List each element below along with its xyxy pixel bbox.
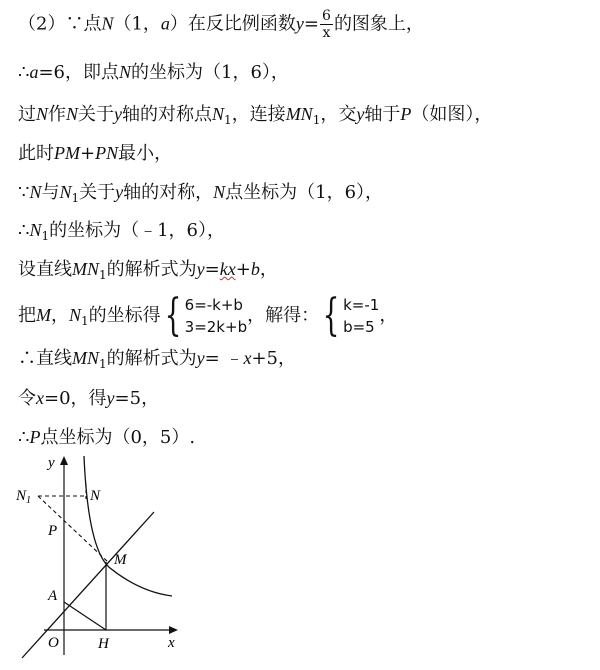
text-segment: ）在反比例函数 bbox=[169, 13, 296, 35]
line-5 bbox=[18, 180, 383, 210]
n-label: N bbox=[90, 488, 101, 504]
m-label: M bbox=[114, 552, 127, 568]
text-segment: （2）∵点 bbox=[18, 13, 102, 35]
solution-k: k=-1 bbox=[343, 296, 380, 314]
subscript: 1 bbox=[224, 113, 232, 127]
var-y: y bbox=[196, 259, 205, 279]
text-segment: 作 bbox=[48, 104, 67, 125]
left-brace: { bbox=[164, 290, 182, 341]
text-segment: 轴的对称， bbox=[123, 182, 214, 203]
o-label: O bbox=[48, 635, 59, 651]
var-x: x bbox=[36, 388, 44, 408]
var-mn1: MN bbox=[285, 104, 313, 124]
var-mn1: MN bbox=[72, 348, 99, 368]
fraction-denominator: x bbox=[322, 25, 331, 41]
n1-label-sub: 1 bbox=[26, 495, 32, 506]
plus-sign: + bbox=[80, 143, 96, 164]
text-segment: 过 bbox=[18, 104, 36, 125]
text-segment: 点坐标为（0，5）. bbox=[40, 427, 196, 448]
line-3 bbox=[18, 102, 492, 132]
text-segment: 把 bbox=[18, 305, 36, 326]
text-segment: 的图象上， bbox=[333, 13, 424, 35]
var-y: y bbox=[196, 348, 205, 368]
text-segment: ∴直线 bbox=[18, 348, 72, 369]
line-10 bbox=[18, 386, 159, 411]
subscript: 1 bbox=[99, 357, 107, 371]
text-segment: =6，即点 bbox=[38, 62, 119, 83]
fraction-6-over-x bbox=[320, 8, 333, 41]
text-segment: 轴于 bbox=[364, 104, 401, 125]
text-segment: = ﹣ bbox=[204, 348, 244, 369]
line-2 bbox=[18, 60, 289, 85]
var-n: N bbox=[66, 104, 79, 124]
therefore-symbol: ∴ bbox=[18, 427, 30, 448]
text-segment: ，交 bbox=[320, 104, 357, 125]
because-symbol: ∵ bbox=[18, 182, 30, 203]
text-segment: 最小， bbox=[118, 143, 173, 164]
text-segment: ， bbox=[259, 259, 278, 280]
line-8 bbox=[18, 290, 397, 346]
text-segment: 的解析式为 bbox=[106, 348, 197, 369]
segment-a-h bbox=[64, 602, 106, 630]
equation-1: 6=-k+b bbox=[184, 296, 243, 314]
var-n1: N bbox=[212, 104, 225, 124]
var-pm: PM bbox=[54, 143, 80, 163]
solution-b: b=5 bbox=[343, 318, 375, 336]
var-n1: N bbox=[69, 305, 82, 325]
var-n: N bbox=[101, 13, 114, 34]
plus-sign: + bbox=[235, 259, 251, 280]
line-7 bbox=[18, 257, 278, 287]
text-segment: ， bbox=[51, 305, 69, 326]
text-segment: （1， bbox=[113, 13, 161, 35]
text-segment: 的解析式为 bbox=[106, 259, 197, 280]
h-label: H bbox=[98, 636, 109, 652]
line-am bbox=[22, 512, 154, 658]
var-kx: kx bbox=[219, 259, 236, 279]
text-segment: 的坐标得 bbox=[88, 305, 161, 326]
var-b: b bbox=[250, 259, 260, 279]
var-p: P bbox=[29, 427, 41, 447]
var-pn: PN bbox=[95, 143, 119, 163]
text-segment: 轴的对称点 bbox=[122, 104, 213, 125]
subscript: 1 bbox=[312, 113, 321, 127]
text-segment: 此时 bbox=[18, 143, 54, 164]
line-6 bbox=[18, 218, 225, 248]
x-axis-label: x bbox=[168, 635, 175, 651]
subscript: 1 bbox=[71, 191, 80, 205]
text-segment: 设直线 bbox=[18, 259, 72, 280]
var-y: y bbox=[106, 388, 115, 408]
var-m: M bbox=[36, 305, 51, 325]
text-segment: ， bbox=[379, 305, 398, 326]
left-brace: { bbox=[322, 290, 340, 341]
var-a: a bbox=[29, 62, 39, 82]
solution-system bbox=[343, 294, 379, 338]
var-y: y bbox=[356, 104, 365, 124]
var-mn1: MN bbox=[72, 259, 99, 279]
coordinate-figure bbox=[0, 450, 200, 665]
text-segment: 的坐标为（﹣1，6）， bbox=[49, 220, 226, 241]
var-a: a bbox=[160, 13, 170, 34]
equation-system bbox=[185, 294, 247, 338]
subscript: 1 bbox=[99, 268, 107, 282]
text-segment: 关于 bbox=[78, 104, 115, 125]
text-segment: （如图）， bbox=[411, 104, 493, 125]
var-x: x bbox=[243, 348, 252, 368]
n1-label bbox=[15, 488, 31, 506]
line-4 bbox=[18, 141, 172, 166]
var-n: N bbox=[213, 182, 226, 202]
y-axis-label: y bbox=[48, 455, 55, 471]
a-label: A bbox=[48, 588, 58, 604]
p-label: P bbox=[48, 523, 58, 539]
var-y: y bbox=[295, 13, 304, 34]
var-n1: N bbox=[29, 220, 42, 240]
equation-2: 3=2k+b bbox=[184, 318, 248, 336]
y-axis-arrow bbox=[60, 456, 68, 465]
line-11 bbox=[18, 425, 195, 450]
var-n: N bbox=[119, 62, 132, 82]
var-y: y bbox=[114, 104, 123, 124]
text-segment: ，连接 bbox=[231, 104, 286, 125]
subscript: 1 bbox=[81, 314, 89, 328]
equals-sign: = bbox=[204, 259, 220, 280]
x-axis-arrow bbox=[169, 626, 178, 634]
fraction-numerator: 6 bbox=[322, 8, 331, 24]
subscript: 1 bbox=[41, 229, 50, 243]
text-segment: 令 bbox=[18, 388, 36, 409]
text-segment: 的坐标为（1，6）， bbox=[131, 62, 289, 83]
var-n1: N bbox=[59, 182, 72, 202]
text-segment: +5， bbox=[251, 348, 296, 369]
text-segment: =0，得 bbox=[44, 388, 107, 409]
text-segment: 点坐标为（1，6）， bbox=[225, 182, 384, 203]
equals-sign: = bbox=[303, 13, 320, 35]
text-segment: 与 bbox=[41, 182, 60, 203]
therefore-symbol: ∴ bbox=[18, 220, 30, 241]
var-p: P bbox=[400, 104, 412, 124]
var-n: N bbox=[36, 104, 49, 124]
therefore-symbol: ∴ bbox=[18, 62, 30, 83]
text-segment: 关于 bbox=[79, 182, 116, 203]
text-segment: =5， bbox=[114, 388, 160, 409]
text-segment: ，解得： bbox=[247, 305, 320, 326]
var-n: N bbox=[29, 182, 42, 202]
line-9 bbox=[18, 346, 296, 376]
n1-label-letter: N bbox=[16, 488, 27, 504]
var-y: y bbox=[115, 182, 124, 202]
line-1 bbox=[18, 8, 424, 41]
